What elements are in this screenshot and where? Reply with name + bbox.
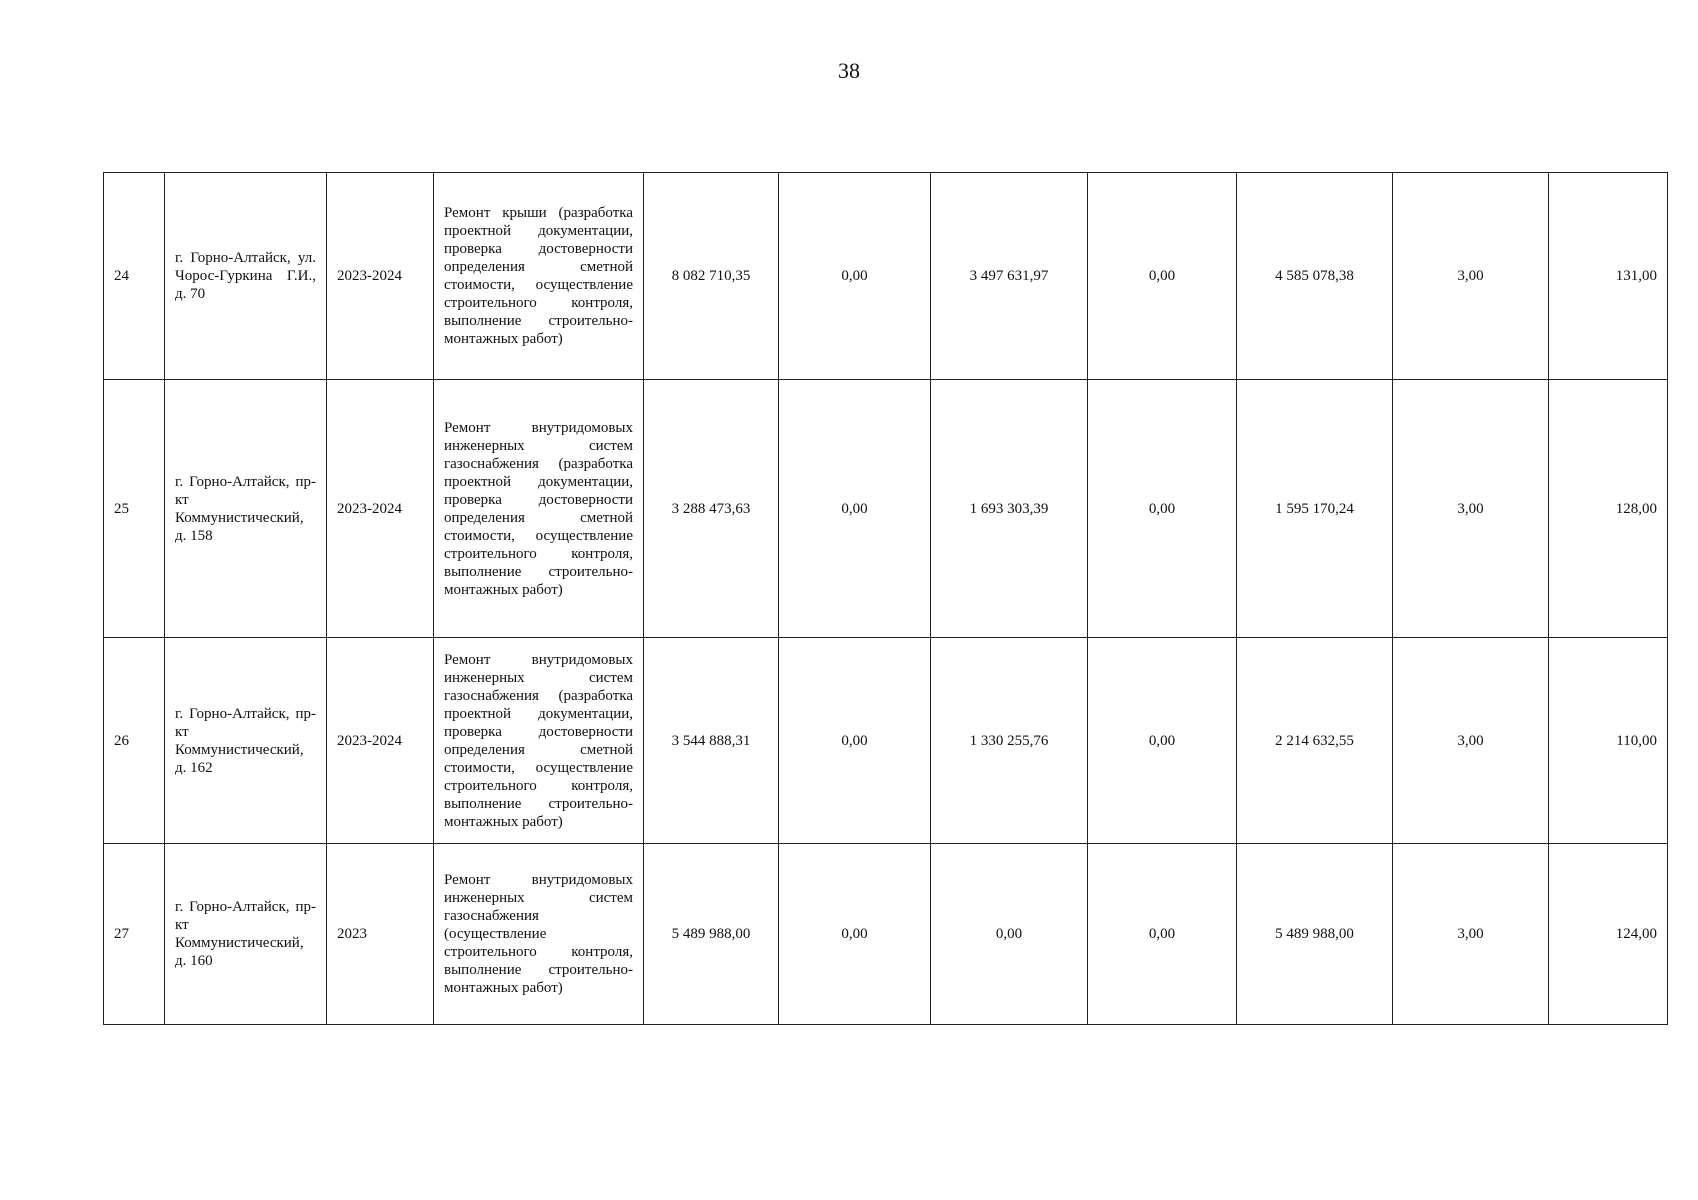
page-number: 38 <box>838 58 860 83</box>
value-cell-3: 3 497 631,97 <box>931 173 1088 380</box>
value-cell-4: 0,00 <box>1088 844 1237 1025</box>
total-cost-cell: 3 288 473,63 <box>644 380 779 638</box>
value-cell-6: 3,00 <box>1393 380 1549 638</box>
value-cell-2: 0,00 <box>779 380 931 638</box>
value-cell-7: 124,00 <box>1549 844 1668 1025</box>
value-cell-7: 131,00 <box>1549 173 1668 380</box>
address-cell: г. Горно-Алтайск, пр-кт Коммунистический, д. 162 <box>165 638 327 844</box>
value-cell-2: 0,00 <box>779 844 931 1025</box>
total-cost-cell: 5 489 988,00 <box>644 844 779 1025</box>
value-cell-4: 0,00 <box>1088 638 1237 844</box>
work-description-cell: Ремонт внутридомовых инженерных систем газоснабжения (разработка проектной документации, проверка достоверности определения сметной стоимости, осуществление строительного контроля, выполнение строительно-монтажных работ) <box>434 380 644 638</box>
value-cell-3: 1 693 303,39 <box>931 380 1088 638</box>
row-number: 26 <box>104 638 165 844</box>
value-cell-7: 110,00 <box>1549 638 1668 844</box>
work-description-cell: Ремонт внутридомовых инженерных систем газоснабжения (разработка проектной документации, проверка достоверности определения сметной стоимости, осуществление строительного контроля, выполнение строительно-монтажных работ) <box>434 638 644 844</box>
value-cell-2: 0,00 <box>779 638 931 844</box>
period-cell: 2023-2024 <box>327 638 434 844</box>
total-cost-cell: 8 082 710,35 <box>644 173 779 380</box>
value-cell-3: 1 330 255,76 <box>931 638 1088 844</box>
value-cell-5: 4 585 078,38 <box>1237 173 1393 380</box>
value-cell-5: 5 489 988,00 <box>1237 844 1393 1025</box>
value-cell-3: 0,00 <box>931 844 1088 1025</box>
value-cell-4: 0,00 <box>1088 380 1237 638</box>
work-description-cell: Ремонт крыши (разработка проектной документации, проверка достоверности определения сметной стоимости, осуществление строительного контроля, выполнение строительно-монтажных работ) <box>434 173 644 380</box>
work-description-cell: Ремонт внутридомовых инженерных систем газоснабжения (осуществление строительного контроля, выполнение строительно-монтажных работ) <box>434 844 644 1025</box>
value-cell-7: 128,00 <box>1549 380 1668 638</box>
period-cell: 2023-2024 <box>327 380 434 638</box>
works-table <box>103 172 1668 1025</box>
address-cell: г. Горно-Алтайск, ул. Чорос-Гуркина Г.И., д. 70 <box>165 173 327 380</box>
address-cell: г. Горно-Алтайск, пр-кт Коммунистический, д. 160 <box>165 844 327 1025</box>
table-row <box>104 380 1668 638</box>
table-row <box>104 173 1668 380</box>
value-cell-5: 2 214 632,55 <box>1237 638 1393 844</box>
value-cell-6: 3,00 <box>1393 638 1549 844</box>
value-cell-2: 0,00 <box>779 173 931 380</box>
row-number: 27 <box>104 844 165 1025</box>
table-row <box>104 638 1668 844</box>
value-cell-5: 1 595 170,24 <box>1237 380 1393 638</box>
table-row <box>104 844 1668 1025</box>
period-cell: 2023-2024 <box>327 173 434 380</box>
address-cell: г. Горно-Алтайск, пр-кт Коммунистический, д. 158 <box>165 380 327 638</box>
value-cell-4: 0,00 <box>1088 173 1237 380</box>
total-cost-cell: 3 544 888,31 <box>644 638 779 844</box>
row-number: 25 <box>104 380 165 638</box>
value-cell-6: 3,00 <box>1393 844 1549 1025</box>
value-cell-6: 3,00 <box>1393 173 1549 380</box>
period-cell: 2023 <box>327 844 434 1025</box>
row-number: 24 <box>104 173 165 380</box>
